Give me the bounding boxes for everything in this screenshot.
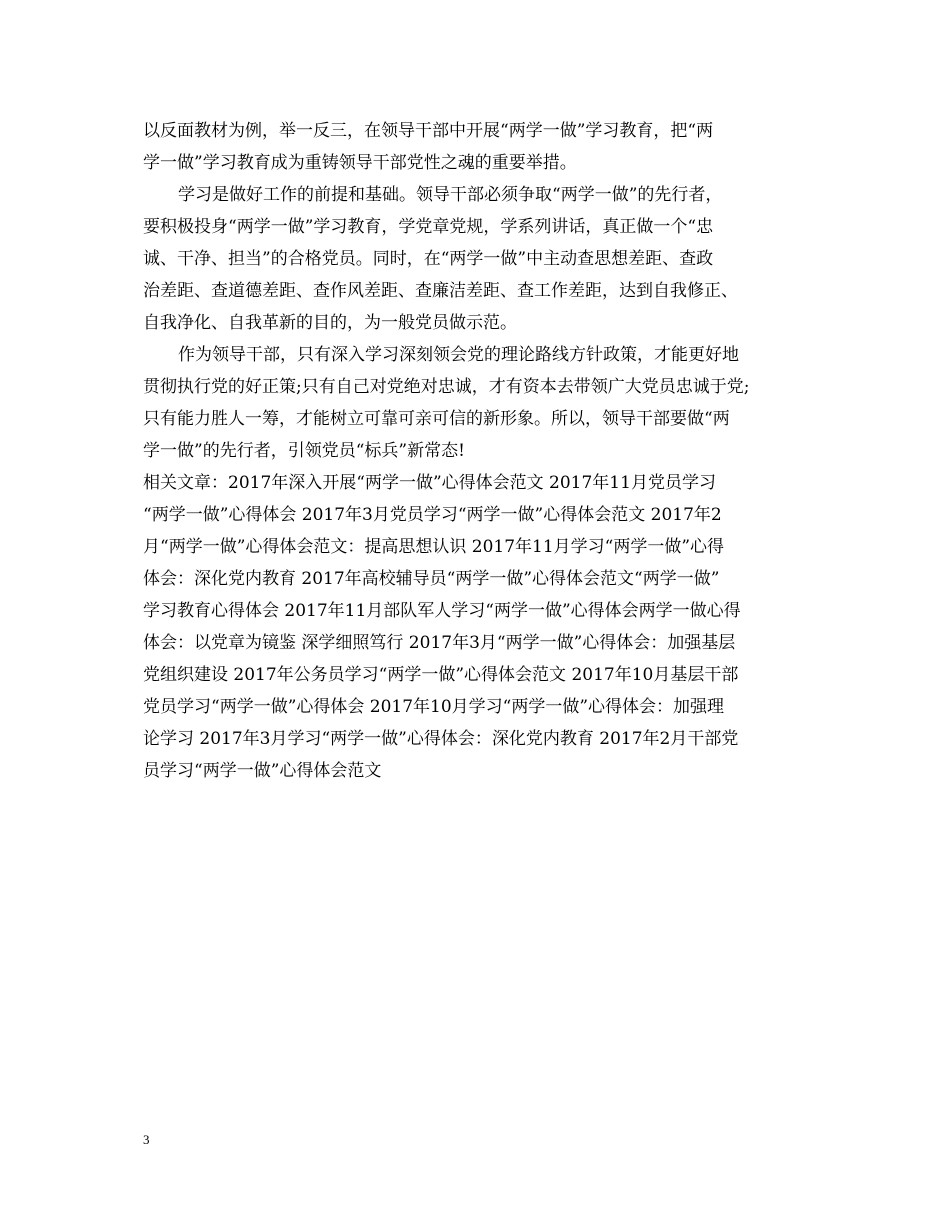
- page-number: 3: [143, 1132, 150, 1147]
- related-articles-line: 党员学习“两学一做”心得体会 2017年10月学习“两学一做”心得体会：加强理: [143, 697, 725, 717]
- text-line: 贯彻执行党的好正策;只有自己对党绝对忠诚，才有资本去带领广大党员忠诚于党;: [143, 377, 750, 397]
- related-articles-line: 体会：以党章为镜鉴 深学细照笃行 2017年3月“两学一做”心得体会：加强基层: [143, 633, 736, 653]
- related-articles-line: 学习教育心得体会 2017年11月部队军人学习“两学一做”心得体会两学一做心得: [143, 601, 741, 621]
- text-line: 学习是做好工作的前提和基础。领导干部必须争取“两学一做”的先行者，: [178, 185, 723, 205]
- related-articles-line: 相关文章：2017年深入开展“两学一做”心得体会范文 2017年11月党员学习: [143, 473, 716, 493]
- text-line: 学一做”的先行者，引领党员“标兵”新常态!: [143, 441, 465, 461]
- text-line: 学一做”学习教育成为重铸领导干部党性之魂的重要举措。: [143, 153, 577, 173]
- body-text: [143, 115, 815, 787]
- related-articles-line: 党组织建设 2017年公务员学习“两学一做”心得体会范文 2017年10月基层干部: [143, 665, 739, 685]
- text-line: 要积极投身“两学一做”学习教育，学党章党规，学系列讲话，真正做一个“忠: [143, 217, 714, 237]
- related-articles-line: 月“两学一做”心得体会范文：提高思想认识 2017年11月学习“两学一做”心得: [143, 537, 725, 557]
- text-line: 诚、干净、担当”的合格党员。同时，在“两学一做”中主动查思想差距、查政: [143, 249, 714, 269]
- related-articles-line: 论学习 2017年3月学习“两学一做”心得体会：深化党内教育 2017年2月干部党: [143, 729, 739, 749]
- text-line: 治差距、查道德差距、查作风差距、查廉洁差距、查工作差距，达到自我修正、: [143, 281, 738, 301]
- text-line: 以反面教材为例，举一反三，在领导干部中开展“两学一做”学习教育，把“两: [143, 121, 714, 141]
- related-articles-line: 员学习“两学一做”心得体会范文: [143, 761, 382, 781]
- text-line: 只有能力胜人一筹，才能树立可靠可亲可信的新形象。所以，领导干部要做“两: [143, 409, 730, 429]
- text-line: 作为领导干部，只有深入学习深刻领会党的理论路线方针政策，才能更好地: [178, 345, 739, 365]
- text-line: 自我净化、自我革新的目的，为一般党员做示范。: [143, 313, 517, 333]
- related-articles-line: “两学一做”心得体会 2017年3月党员学习“两学一做”心得体会范文 2017年2: [143, 505, 722, 525]
- related-articles-line: 体会：深化党内教育 2017年高校辅导员“两学一做”心得体会范文“两学一做”: [143, 569, 720, 589]
